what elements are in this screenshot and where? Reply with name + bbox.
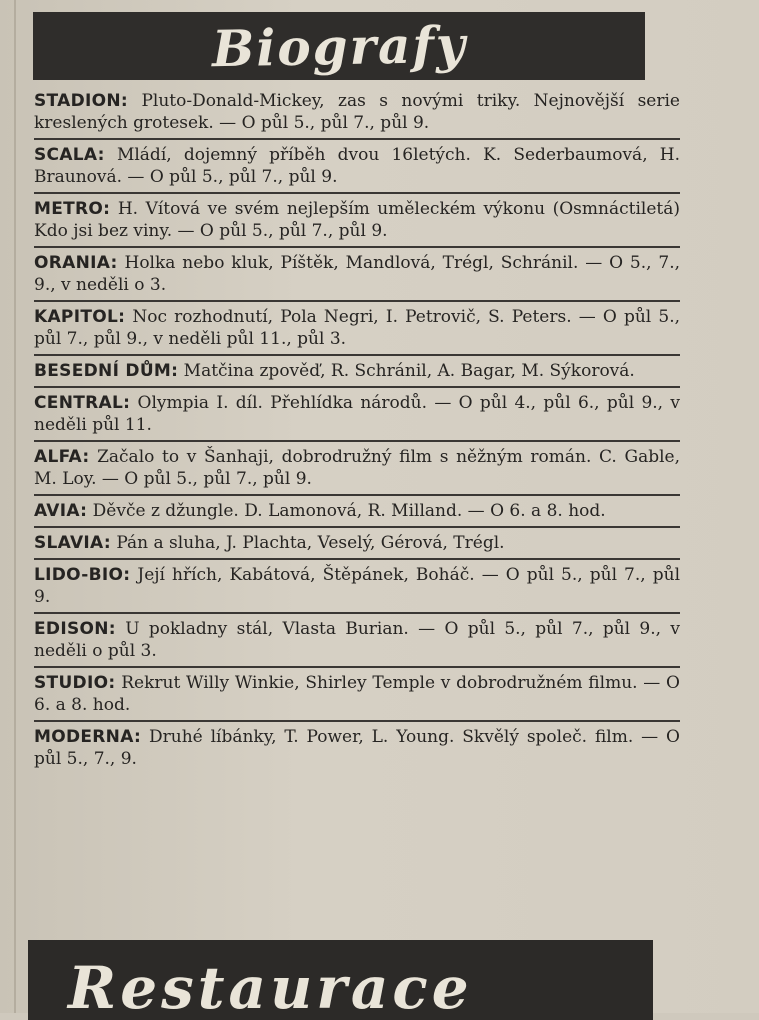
listing-entry xyxy=(34,302,680,356)
listing-text: Holka nebo kluk, Píštěk, Mandlová, Trégl, Schránil. — O 5., 7., 9., v neděli o 3. xyxy=(34,253,681,295)
listing-text: Olympia I. díl. Přehlídka národů. — O půl 4., půl 6., půl 9., v neděli půl 11. xyxy=(34,393,680,435)
cinema-name: EDISON: xyxy=(34,619,116,639)
cinema-name: ALFA: xyxy=(34,447,90,467)
cinema-listings xyxy=(34,86,680,774)
cinema-name: SLAVIA: xyxy=(34,533,111,553)
listing-entry xyxy=(34,528,680,560)
cinema-name: KAPITOL: xyxy=(34,307,126,327)
listing-text: Její hřích, Kabátová, Štěpánek, Boháč. — O půl 5., půl 7., půl 9. xyxy=(34,565,681,607)
listing-entry xyxy=(34,496,680,528)
listing-text: Začalo to v Šanhaji, dobrodružný film s něžným román. C. Gable, M. Loy. — O půl 5., půl 7., půl 9. xyxy=(34,447,680,489)
listing-entry xyxy=(34,248,680,302)
listing-entry xyxy=(34,442,680,496)
section-title: Biografy xyxy=(211,14,467,78)
listing-entry xyxy=(34,140,680,194)
listing-text: Noc rozhodnutí, Pola Negri, I. Petrovič, S. Peters. — O půl 5., půl 7., půl 9., v neděli půl 11., půl 3. xyxy=(34,307,681,349)
section-header-banner xyxy=(33,12,645,80)
listing-entry xyxy=(34,356,680,388)
listing-entry xyxy=(34,388,680,442)
listing-text: Pán a sluha, J. Plachta, Veselý, Gérová, Trégl. xyxy=(116,533,505,553)
listing-text: Matčina zpověď, R. Schránil, A. Bagar, M. Sýkorová. xyxy=(183,361,635,381)
listing-entry xyxy=(34,722,680,774)
cinema-name: STADION: xyxy=(34,91,128,111)
cinema-name: METRO: xyxy=(34,199,111,219)
cinema-name: AVIA: xyxy=(34,501,88,521)
cinema-name: BESEDNÍ DŮM: xyxy=(34,361,179,381)
listing-entry xyxy=(34,614,680,668)
listing-entry xyxy=(34,668,680,722)
next-section-header-banner xyxy=(28,940,653,1020)
listing-text: Mládí, dojemný příběh dvou 16letých. K. Sederbaumová, H. Braunová. — O půl 5., půl 7., půl 9. xyxy=(34,145,680,187)
listing-entry xyxy=(34,560,680,614)
listing-entry xyxy=(34,194,680,248)
cinema-name: STUDIO: xyxy=(34,673,116,693)
cinema-name: ORANIA: xyxy=(34,253,118,273)
cinema-name: MODERNA: xyxy=(34,727,142,747)
listing-text: U pokladny stál, Vlasta Burian. — O půl 5., půl 7., půl 9., v neděli o půl 3. xyxy=(34,619,680,661)
next-section-title: Restaurace xyxy=(68,954,473,1020)
cinema-name: SCALA: xyxy=(34,145,105,165)
listing-text: Druhé líbánky, T. Power, L. Young. Skvělý společ. film. — O půl 5., 7., 9. xyxy=(34,727,680,769)
listing-text: Pluto-Donald-Mickey, zas s novými triky. Nejnovější serie kreslených grotesek. — O půl 5., půl 7., půl 9. xyxy=(34,91,680,133)
listing-text: Děvče z džungle. D. Lamonová, R. Milland. — O 6. a 8. hod. xyxy=(92,501,606,521)
page-fold-line xyxy=(14,0,16,1013)
cinema-name: LIDO-BIO: xyxy=(34,565,131,585)
cinema-name: CENTRAL: xyxy=(34,393,131,413)
listing-text: H. Vítová ve svém nejlepším uměleckém výkonu (Osmnáctiletá) Kdo jsi bez viny. — O půl 5., půl 7., půl 9. xyxy=(34,199,680,241)
listing-text: Rekrut Willy Winkie, Shirley Temple v dobrodružném filmu. — O 6. a 8. hod. xyxy=(34,673,680,715)
listing-entry xyxy=(34,86,680,140)
